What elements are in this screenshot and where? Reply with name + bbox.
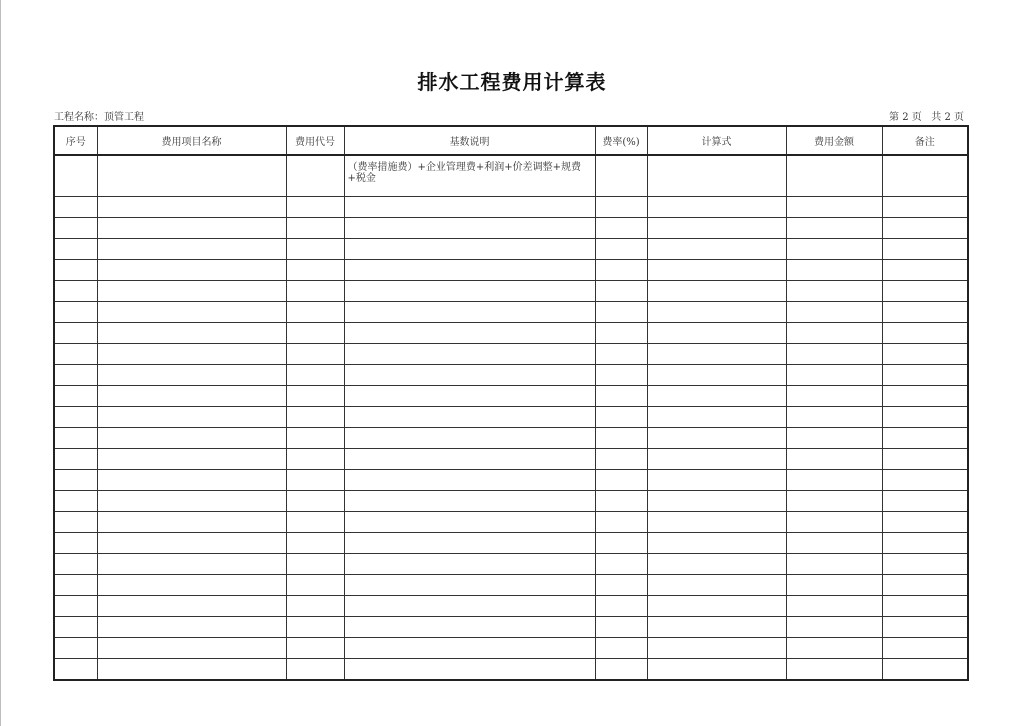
cell-formula bbox=[647, 470, 786, 491]
page-edge bbox=[0, 0, 1, 726]
cell-code bbox=[286, 596, 344, 617]
table-row bbox=[54, 596, 968, 617]
cell-rate bbox=[595, 533, 647, 554]
cell-code bbox=[286, 323, 344, 344]
cell-basis bbox=[344, 491, 595, 512]
cell-rate bbox=[595, 659, 647, 681]
cell-index bbox=[54, 449, 97, 470]
cell-basis bbox=[344, 575, 595, 596]
header-rate: 费率(%) bbox=[595, 126, 647, 155]
cell-item-name bbox=[97, 575, 286, 596]
cell-formula bbox=[647, 218, 786, 239]
cell-remark bbox=[882, 344, 968, 365]
cell-basis bbox=[344, 659, 595, 681]
cell-item-name bbox=[97, 491, 286, 512]
table-row bbox=[54, 512, 968, 533]
cell-code bbox=[286, 218, 344, 239]
cell-item-name bbox=[97, 155, 286, 197]
cell-code bbox=[286, 554, 344, 575]
cell-item-name bbox=[97, 554, 286, 575]
cell-basis: （费率措施费）+企业管理费+利润+价差调整+规费+税金 bbox=[344, 155, 595, 197]
cell-code bbox=[286, 575, 344, 596]
table-row bbox=[54, 155, 968, 197]
cell-formula bbox=[647, 638, 786, 659]
cell-index bbox=[54, 533, 97, 554]
cell-remark bbox=[882, 659, 968, 681]
table-row bbox=[54, 659, 968, 681]
header-row bbox=[54, 126, 968, 155]
cell-basis bbox=[344, 386, 595, 407]
page-info: 第 2 页 共 2 页 bbox=[889, 112, 964, 123]
cell-rate bbox=[595, 197, 647, 218]
cell-index bbox=[54, 365, 97, 386]
cell-formula bbox=[647, 239, 786, 260]
cell-index bbox=[54, 407, 97, 428]
cell-code bbox=[286, 365, 344, 386]
cell-rate bbox=[595, 428, 647, 449]
cell-index bbox=[54, 302, 97, 323]
table-row bbox=[54, 386, 968, 407]
cell-item-name bbox=[97, 533, 286, 554]
cell-index bbox=[54, 575, 97, 596]
header-formula: 计算式 bbox=[647, 126, 786, 155]
cell-remark bbox=[882, 218, 968, 239]
cell-amount bbox=[786, 260, 882, 281]
cell-formula bbox=[647, 491, 786, 512]
cell-rate bbox=[595, 596, 647, 617]
cell-amount bbox=[786, 659, 882, 681]
cell-rate bbox=[595, 575, 647, 596]
table-row bbox=[54, 407, 968, 428]
cell-code bbox=[286, 512, 344, 533]
table-row bbox=[54, 575, 968, 596]
cell-item-name bbox=[97, 512, 286, 533]
cell-remark bbox=[882, 323, 968, 344]
cell-rate bbox=[595, 218, 647, 239]
header-item-name: 费用项目名称 bbox=[97, 126, 286, 155]
cell-amount bbox=[786, 638, 882, 659]
cell-rate bbox=[595, 449, 647, 470]
cell-item-name bbox=[97, 302, 286, 323]
table-row bbox=[54, 239, 968, 260]
cell-formula bbox=[647, 386, 786, 407]
cell-rate bbox=[595, 365, 647, 386]
cell-formula bbox=[647, 344, 786, 365]
cell-code bbox=[286, 449, 344, 470]
cell-index bbox=[54, 386, 97, 407]
cell-item-name bbox=[97, 260, 286, 281]
cell-index bbox=[54, 155, 97, 197]
cell-basis bbox=[344, 365, 595, 386]
cell-index bbox=[54, 428, 97, 449]
cell-basis bbox=[344, 428, 595, 449]
cell-formula bbox=[647, 659, 786, 681]
cell-formula bbox=[647, 575, 786, 596]
cell-rate bbox=[595, 617, 647, 638]
cell-basis bbox=[344, 407, 595, 428]
cell-item-name bbox=[97, 659, 286, 681]
cell-basis bbox=[344, 302, 595, 323]
cell-basis bbox=[344, 533, 595, 554]
cell-rate bbox=[595, 407, 647, 428]
cell-item-name bbox=[97, 323, 286, 344]
cell-amount bbox=[786, 491, 882, 512]
cell-formula bbox=[647, 407, 786, 428]
cell-item-name bbox=[97, 218, 286, 239]
table-row bbox=[54, 302, 968, 323]
cell-item-name bbox=[97, 638, 286, 659]
cell-rate bbox=[595, 386, 647, 407]
cell-code bbox=[286, 281, 344, 302]
cell-basis bbox=[344, 617, 595, 638]
cell-index bbox=[54, 281, 97, 302]
cell-code bbox=[286, 386, 344, 407]
cell-formula bbox=[647, 533, 786, 554]
cell-amount bbox=[786, 428, 882, 449]
cell-rate bbox=[595, 344, 647, 365]
cell-remark bbox=[882, 197, 968, 218]
cell-item-name bbox=[97, 197, 286, 218]
table-row bbox=[54, 617, 968, 638]
cell-remark bbox=[882, 260, 968, 281]
cell-remark bbox=[882, 302, 968, 323]
cell-code bbox=[286, 239, 344, 260]
cell-code bbox=[286, 428, 344, 449]
cell-index bbox=[54, 239, 97, 260]
cell-remark bbox=[882, 575, 968, 596]
cell-rate bbox=[595, 470, 647, 491]
cell-amount bbox=[786, 197, 882, 218]
cell-remark bbox=[882, 281, 968, 302]
cell-item-name bbox=[97, 386, 286, 407]
cell-code bbox=[286, 302, 344, 323]
cell-code bbox=[286, 617, 344, 638]
header-amount: 费用金额 bbox=[786, 126, 882, 155]
cell-rate bbox=[595, 239, 647, 260]
cell-formula bbox=[647, 449, 786, 470]
cell-amount bbox=[786, 617, 882, 638]
cell-formula bbox=[647, 365, 786, 386]
cell-amount bbox=[786, 281, 882, 302]
table-row bbox=[54, 281, 968, 302]
cell-formula bbox=[647, 197, 786, 218]
cell-remark bbox=[882, 365, 968, 386]
cell-amount bbox=[786, 155, 882, 197]
cell-remark bbox=[882, 512, 968, 533]
table-row bbox=[54, 470, 968, 491]
cell-amount bbox=[786, 239, 882, 260]
cell-amount bbox=[786, 596, 882, 617]
cell-formula bbox=[647, 512, 786, 533]
cell-item-name bbox=[97, 239, 286, 260]
cell-remark bbox=[882, 596, 968, 617]
cell-index bbox=[54, 596, 97, 617]
table-row bbox=[54, 197, 968, 218]
cell-amount bbox=[786, 449, 882, 470]
cell-index bbox=[54, 470, 97, 491]
cell-remark bbox=[882, 638, 968, 659]
cell-code bbox=[286, 407, 344, 428]
cell-rate bbox=[595, 302, 647, 323]
cell-code bbox=[286, 155, 344, 197]
cell-code bbox=[286, 197, 344, 218]
cell-rate bbox=[595, 512, 647, 533]
cell-formula bbox=[647, 428, 786, 449]
cell-amount bbox=[786, 575, 882, 596]
header-code: 费用代号 bbox=[286, 126, 344, 155]
cell-basis bbox=[344, 344, 595, 365]
cell-formula bbox=[647, 617, 786, 638]
cell-index bbox=[54, 554, 97, 575]
cell-remark bbox=[882, 554, 968, 575]
cell-index bbox=[54, 512, 97, 533]
cell-amount bbox=[786, 554, 882, 575]
table-row bbox=[54, 323, 968, 344]
cell-rate bbox=[595, 638, 647, 659]
table-row bbox=[54, 344, 968, 365]
project-name: 工程名称：顶管工程 bbox=[54, 112, 144, 123]
cell-code bbox=[286, 659, 344, 681]
cell-code bbox=[286, 638, 344, 659]
cell-index bbox=[54, 491, 97, 512]
cell-item-name bbox=[97, 428, 286, 449]
cell-remark bbox=[882, 239, 968, 260]
table-row bbox=[54, 449, 968, 470]
cell-rate bbox=[595, 260, 647, 281]
cell-basis bbox=[344, 323, 595, 344]
cell-rate bbox=[595, 281, 647, 302]
cell-formula bbox=[647, 281, 786, 302]
cell-index bbox=[54, 638, 97, 659]
table-row bbox=[54, 491, 968, 512]
cell-basis bbox=[344, 554, 595, 575]
table-row bbox=[54, 554, 968, 575]
cell-basis bbox=[344, 260, 595, 281]
cell-index bbox=[54, 344, 97, 365]
cell-remark bbox=[882, 155, 968, 197]
cell-formula bbox=[647, 323, 786, 344]
cell-rate bbox=[595, 155, 647, 197]
cell-item-name bbox=[97, 281, 286, 302]
cell-item-name bbox=[97, 617, 286, 638]
cell-formula bbox=[647, 302, 786, 323]
cell-amount bbox=[786, 365, 882, 386]
table-row bbox=[54, 365, 968, 386]
cell-index bbox=[54, 260, 97, 281]
header-basis: 基数说明 bbox=[344, 126, 595, 155]
cell-basis bbox=[344, 596, 595, 617]
cell-item-name bbox=[97, 407, 286, 428]
cell-amount bbox=[786, 323, 882, 344]
cell-index bbox=[54, 659, 97, 681]
table-row bbox=[54, 533, 968, 554]
cell-amount bbox=[786, 533, 882, 554]
table-row bbox=[54, 428, 968, 449]
cell-formula bbox=[647, 554, 786, 575]
fee-calculation-table bbox=[53, 125, 969, 681]
cell-item-name bbox=[97, 344, 286, 365]
cell-rate bbox=[595, 554, 647, 575]
cell-basis bbox=[344, 239, 595, 260]
cell-remark bbox=[882, 428, 968, 449]
cell-item-name bbox=[97, 365, 286, 386]
cell-amount bbox=[786, 407, 882, 428]
cell-code bbox=[286, 491, 344, 512]
cell-amount bbox=[786, 344, 882, 365]
cell-item-name bbox=[97, 470, 286, 491]
cell-basis bbox=[344, 638, 595, 659]
cell-remark bbox=[882, 617, 968, 638]
cell-amount bbox=[786, 302, 882, 323]
cell-code bbox=[286, 260, 344, 281]
cell-remark bbox=[882, 449, 968, 470]
cell-basis bbox=[344, 512, 595, 533]
cell-amount bbox=[786, 512, 882, 533]
cell-basis bbox=[344, 449, 595, 470]
document-title: 排水工程费用计算表 bbox=[417, 70, 607, 94]
cell-code bbox=[286, 470, 344, 491]
cell-index bbox=[54, 197, 97, 218]
cell-code bbox=[286, 533, 344, 554]
cell-rate bbox=[595, 491, 647, 512]
cell-item-name bbox=[97, 449, 286, 470]
header-remark: 备注 bbox=[882, 126, 968, 155]
cell-rate bbox=[595, 323, 647, 344]
cell-amount bbox=[786, 470, 882, 491]
header-index: 序号 bbox=[54, 126, 97, 155]
cell-remark bbox=[882, 407, 968, 428]
cell-basis bbox=[344, 218, 595, 239]
table-row bbox=[54, 638, 968, 659]
table-row bbox=[54, 260, 968, 281]
cell-basis bbox=[344, 197, 595, 218]
cell-remark bbox=[882, 470, 968, 491]
cell-amount bbox=[786, 386, 882, 407]
cell-remark bbox=[882, 533, 968, 554]
cell-amount bbox=[786, 218, 882, 239]
cell-remark bbox=[882, 386, 968, 407]
cell-formula bbox=[647, 155, 786, 197]
cell-index bbox=[54, 218, 97, 239]
cell-formula bbox=[647, 260, 786, 281]
cell-code bbox=[286, 344, 344, 365]
cell-remark bbox=[882, 491, 968, 512]
cell-basis bbox=[344, 470, 595, 491]
cell-index bbox=[54, 323, 97, 344]
cell-formula bbox=[647, 596, 786, 617]
cell-item-name bbox=[97, 596, 286, 617]
table-row bbox=[54, 218, 968, 239]
cell-basis bbox=[344, 281, 595, 302]
cell-index bbox=[54, 617, 97, 638]
